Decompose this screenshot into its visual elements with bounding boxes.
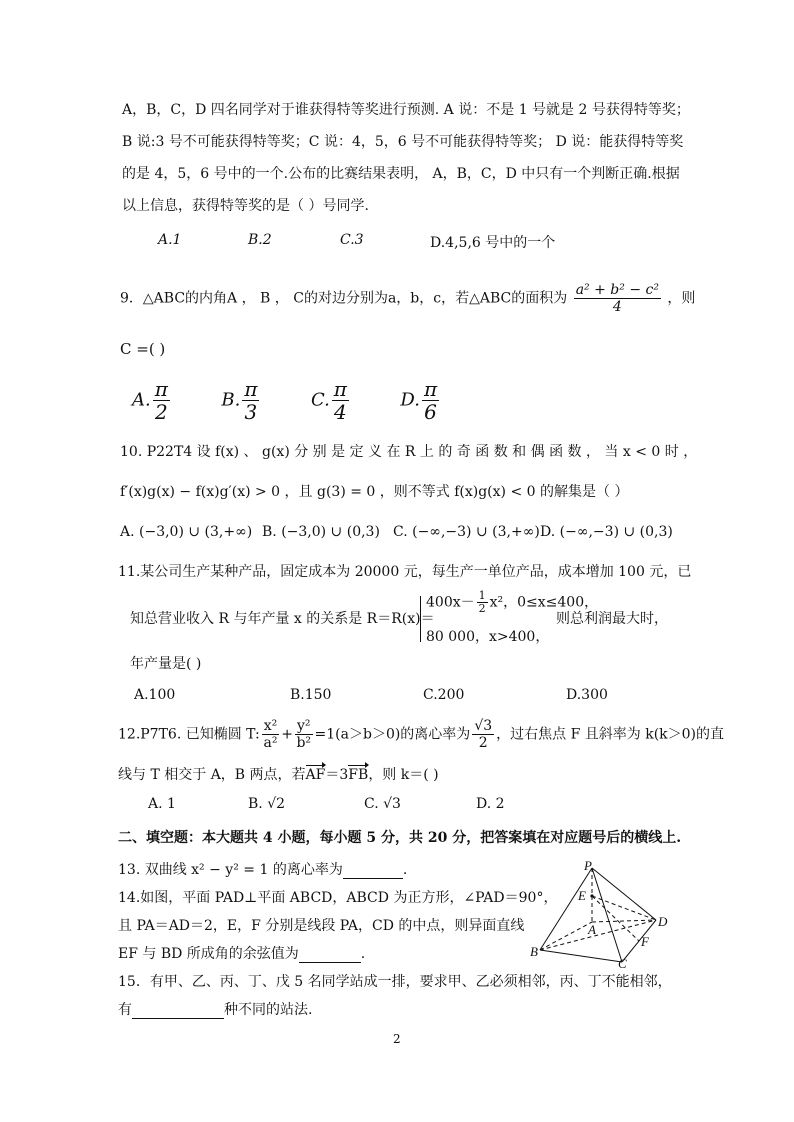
edge-ef bbox=[592, 896, 639, 941]
q12-pre: 12.P7T6. 已知椭圆 T: bbox=[118, 726, 260, 743]
q9-opt-a-den: 2 bbox=[154, 400, 168, 424]
point-e bbox=[590, 894, 593, 897]
q12-line2-a: 线与 T 相交于 A，B 两点，若 bbox=[118, 767, 306, 783]
q9-frac-num: a² + b² − c² bbox=[575, 282, 659, 298]
q11-case1-frac bbox=[477, 590, 488, 615]
q14-line1: 14.如图，平面 PAD⊥平面 ABCD，ABCD 为正方形，∠PAD＝90°， bbox=[118, 890, 558, 906]
q10-option-b: B. (−3,0) ∪ (0,3) bbox=[262, 524, 380, 540]
q11-case1-a: 400x－ bbox=[426, 594, 475, 611]
q12-f1-num: x² bbox=[263, 718, 278, 734]
edge-bd bbox=[540, 920, 656, 950]
q9-opt-b-frac bbox=[242, 378, 259, 423]
q11-line1: 11.某公司生产某种产品，固定成本为 20000 元，每生产一单位产品，成本增加 100 元，已 bbox=[118, 564, 692, 580]
q12-frac-x bbox=[262, 718, 280, 751]
q9-frac-den: 4 bbox=[612, 299, 622, 315]
q9-area-fraction bbox=[574, 282, 661, 315]
q12-post: ，过右焦点 F 且斜率为 k(k＞0)的直 bbox=[496, 726, 725, 743]
q9-opt-c-den: 4 bbox=[334, 400, 347, 424]
label-p: P bbox=[584, 858, 592, 873]
q12-option-a: A. 1 bbox=[148, 796, 176, 812]
q8-option-a: A.1 bbox=[158, 232, 182, 248]
q12-option-b: B. √2 bbox=[248, 796, 286, 812]
q11-option-d: D.300 bbox=[566, 687, 608, 703]
q8-option-c: C.3 bbox=[340, 232, 364, 248]
q10-line2: f′(x)g(x) − f(x)g′(x) > 0 ，且 g(3) = 0 ，则不等式 f(x)g(x) < 0 的解集是（ ） bbox=[120, 484, 629, 500]
q9-opt-b-label: B. bbox=[221, 389, 241, 411]
q9-opt-a-frac bbox=[153, 378, 170, 423]
q9-question bbox=[120, 282, 695, 315]
q10-line1: 10. P22T4 设 f(x) 、 g(x) 分 别 是 定 义 在 R 上 的 奇 函 数 和 偶 函 数 ， 当 x < 0 时 ， bbox=[120, 444, 698, 460]
q14-line3-pre: EF 与 BD 所成角的余弦值为 bbox=[118, 946, 299, 962]
q13-line bbox=[118, 861, 407, 879]
q9-opt-d-num: π bbox=[423, 377, 438, 401]
q8-line2: B 说:3 号不可能获得特等奖；C 说：4，5，6 号不可能获得特等奖； D 说：能获得特等奖 bbox=[122, 134, 684, 150]
edge-pb bbox=[540, 868, 592, 950]
q11-case1-den: 2 bbox=[478, 602, 486, 615]
q8-line1: A，B，C，D 四名同学对于谁获得特等奖进行预测. A 说：不是 1 号就是 2 号获得特等奖； bbox=[122, 102, 690, 118]
label-b: B bbox=[530, 944, 538, 959]
q9-text: 9．△ABC的内角A ， B ， C的对边分别为a，b，c，若△ABC的面积为 bbox=[120, 290, 568, 307]
q9-line2: C =( ) bbox=[120, 340, 166, 358]
q12-plus: + bbox=[281, 726, 293, 743]
q13-post: . bbox=[402, 862, 408, 878]
pyramid-figure bbox=[530, 858, 680, 968]
q15-line2 bbox=[118, 1001, 312, 1019]
q12-line2-c: ，则 k＝( ) bbox=[368, 767, 439, 783]
section-2-heading: 二、填空题：本大题共 4 小题，每小题 5 分，共 20 分，把答案填在对应题号后的横线上. bbox=[118, 830, 682, 846]
q11-option-c: C.200 bbox=[423, 687, 465, 703]
q11-line3: 年产量是( ) bbox=[130, 656, 202, 672]
q11-case2: 80 000，x>400， bbox=[426, 629, 550, 645]
q8-option-b: B.2 bbox=[248, 232, 272, 248]
q8-line3: 的是 4，5，6 号中的一个.公布的比赛结果表明， A，B，C，D 中只有一个判断正确.根据 bbox=[122, 166, 680, 182]
edge-pd bbox=[592, 868, 656, 920]
q12-f3-num: √3 bbox=[474, 718, 493, 734]
q15-line2-pre: 有 bbox=[118, 1002, 132, 1018]
q9-opt-a-num: π bbox=[154, 377, 168, 401]
q14-line3 bbox=[118, 945, 365, 963]
edge-pc bbox=[592, 868, 622, 962]
label-e: E bbox=[578, 888, 586, 903]
q11-option-a: A.100 bbox=[134, 687, 176, 703]
q9-opt-d-frac bbox=[422, 378, 439, 423]
q12-f3-den: 2 bbox=[478, 735, 488, 751]
label-f: F bbox=[641, 934, 649, 949]
page-number: 2 bbox=[393, 1032, 401, 1046]
q12-line2 bbox=[118, 766, 439, 784]
q12-frac-e bbox=[472, 718, 494, 751]
q13-answer-blank[interactable] bbox=[343, 864, 403, 879]
q9-opt-c-num: π bbox=[333, 377, 347, 401]
q9-opt-a-label: A. bbox=[132, 389, 151, 411]
q14-answer-blank[interactable] bbox=[299, 948, 361, 963]
q15-line1: 15．有甲、乙、丙、丁、戊 5 名同学站成一排，要求甲、乙必须相邻，丙、丁不能相邻， bbox=[118, 974, 672, 990]
q12-line2-b: ＝3 bbox=[325, 767, 349, 783]
q8-line4: 以上信息，获得特等奖的是（ ）号同学. bbox=[122, 198, 369, 214]
q15-line2-post: 种不同的站法. bbox=[224, 1002, 313, 1018]
q9-opt-c-frac bbox=[332, 378, 349, 423]
q14-line3-post: . bbox=[360, 946, 366, 962]
q11-option-b: B.150 bbox=[290, 687, 332, 703]
q9-opt-d-den: 6 bbox=[424, 400, 437, 424]
q13-pre: 13. 双曲线 x² − y² = 1 的离心率为 bbox=[118, 862, 343, 878]
q12-vector-fb: FB bbox=[348, 767, 369, 783]
q12-vector-af: AF bbox=[305, 767, 326, 783]
q12-f2-num: y² bbox=[297, 718, 311, 734]
label-d: D bbox=[658, 914, 668, 929]
label-a: A bbox=[588, 922, 596, 937]
edge-ad bbox=[592, 920, 656, 922]
q9-tail: ，则 bbox=[667, 290, 696, 307]
q11-line2-pre: 知总营业收入 R 与年产量 x 的关系是 R＝R(x)＝ bbox=[130, 611, 435, 627]
q12-frac-y bbox=[295, 718, 313, 751]
q11-case1-num: 1 bbox=[478, 589, 486, 602]
q12-mid: =1(a＞b＞0)的离心率为 bbox=[314, 726, 471, 743]
q9-opt-d-label: D. bbox=[400, 389, 420, 411]
q8-option-d: D.4,5,6 号中的一个 bbox=[430, 235, 556, 251]
label-c: C bbox=[618, 956, 627, 968]
edge-ed bbox=[592, 896, 656, 920]
edge-ba bbox=[540, 922, 592, 950]
q9-opt-c-label: C. bbox=[310, 389, 330, 411]
q10-option-a: A. (−3,0) ∪ (3,+∞) bbox=[120, 524, 253, 540]
q15-answer-blank[interactable] bbox=[132, 1004, 224, 1019]
q12-line1 bbox=[118, 718, 724, 751]
q9-options bbox=[132, 378, 441, 423]
q12-f1-den: a² bbox=[263, 735, 278, 751]
q11-line2-post: 则总利润最大时， bbox=[556, 611, 668, 627]
q12-option-d: D. 2 bbox=[476, 796, 505, 812]
q10-option-d: D. (−∞,−3) ∪ (0,3) bbox=[540, 524, 673, 540]
q14-line2: 且 PA＝AD＝2，E，F 分别是线段 PA，CD 的中点，则异面直线 bbox=[118, 918, 525, 934]
q11-case1-b: x²，0≤x≤400， bbox=[489, 594, 599, 611]
q10-option-c: C. (−∞,−3) ∪ (3,+∞) bbox=[393, 524, 540, 540]
q12-f2-den: b² bbox=[296, 735, 312, 751]
q9-opt-b-den: 3 bbox=[244, 400, 258, 424]
q12-option-c: C. √3 bbox=[364, 796, 401, 812]
q9-opt-b-num: π bbox=[244, 377, 258, 401]
edge-bc bbox=[540, 950, 622, 962]
